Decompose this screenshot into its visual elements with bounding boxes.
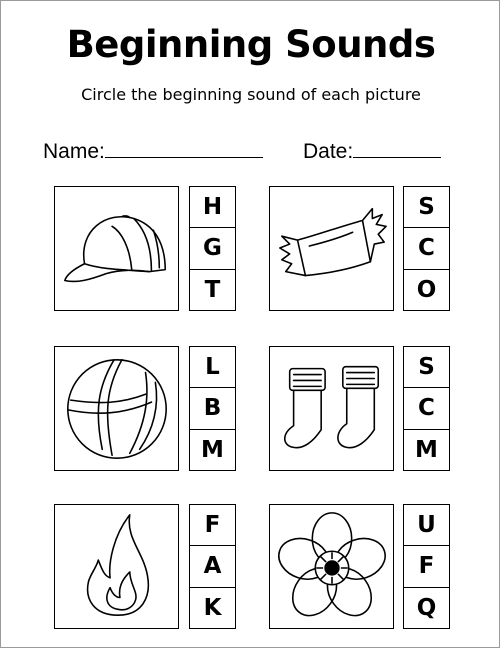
letter-option[interactable]: B [190,388,235,429]
letter-option[interactable]: L [190,347,235,388]
letter-option[interactable]: A [190,546,235,587]
letter-option[interactable]: S [404,187,449,228]
letter-choices [403,186,450,311]
volleyball-icon [55,347,178,470]
letter-choices [189,186,236,311]
name-blank-line[interactable] [105,139,263,158]
cap-icon [55,187,178,310]
date-field[interactable] [303,139,441,164]
letter-choices [189,346,236,471]
letter-option[interactable]: G [190,228,235,269]
fire-icon [55,505,178,628]
letter-option[interactable]: Q [416,594,437,621]
letter-option[interactable]: O [416,276,437,303]
letter-choices [403,346,450,471]
letter-option[interactable]: F [404,546,449,587]
letter-option[interactable]: C [404,388,449,429]
letter-option[interactable]: M [415,436,438,463]
letter-option[interactable]: S [404,347,449,388]
socks-icon [270,347,393,470]
worksheet-title: Beginning Sounds [66,23,436,66]
letter-option[interactable]: F [190,505,235,546]
picture-box-flower [269,504,394,629]
flower-icon [270,505,393,628]
letter-choices [403,504,450,629]
picture-box-volleyball [54,346,179,471]
name-field[interactable] [43,139,263,164]
worksheet-instructions: Circle the beginning sound of each picture [81,85,421,104]
letter-option[interactable]: K [203,594,222,621]
picture-box-socks [269,346,394,471]
picture-box-candy [269,186,394,311]
picture-box-fire [54,504,179,629]
candy-icon [270,187,393,310]
name-label: Name: [43,140,105,163]
letter-option[interactable]: U [404,505,449,546]
letter-option[interactable]: T [204,276,221,303]
letter-option[interactable]: C [404,228,449,269]
letter-option[interactable]: H [190,187,235,228]
date-label: Date: [303,140,354,163]
date-blank-line[interactable] [353,139,441,158]
picture-box-cap [54,186,179,311]
letter-choices [189,504,236,629]
letter-option[interactable]: M [201,436,224,463]
